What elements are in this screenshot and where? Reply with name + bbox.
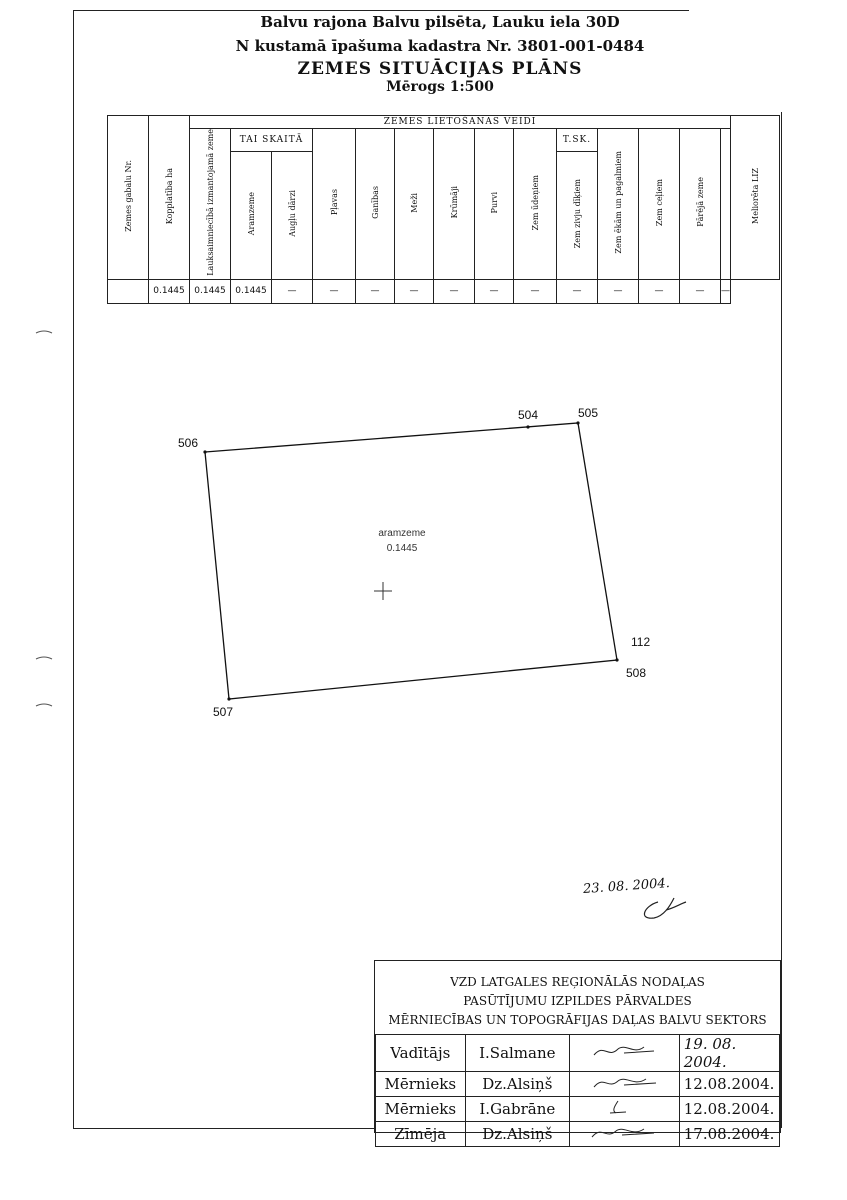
- handwritten-date: 23. 08. 2004.: [582, 875, 671, 898]
- table-cell: —: [639, 279, 680, 303]
- name-cell: I.Gabrāne: [465, 1097, 570, 1122]
- col-header-pastures: Ganības: [356, 129, 395, 280]
- signature-cell: [570, 1122, 680, 1147]
- table-cell: —: [272, 279, 313, 303]
- col-header-meliorated: Meliorēta LIZ: [731, 116, 780, 280]
- name-cell: I.Salmane: [465, 1035, 570, 1072]
- date-cell: 19. 08. 2004.: [679, 1035, 779, 1072]
- signature-cell: [570, 1072, 680, 1097]
- table-cell: 0.1445: [190, 279, 231, 303]
- date-cell: 12.08.2004.: [679, 1097, 779, 1122]
- point-label-508: 508: [626, 666, 647, 680]
- role-cell: Vadītājs: [376, 1035, 466, 1072]
- name-cell: Dz.Alsiņš: [465, 1122, 570, 1147]
- table-cell: —: [313, 279, 356, 303]
- col-header-parcel: Zemes gabalu Nr.: [108, 116, 149, 280]
- table-cell: —: [721, 279, 731, 303]
- boundary-point-507: [227, 697, 230, 700]
- signature-row: [376, 1097, 780, 1122]
- parcel-boundary: [205, 423, 617, 699]
- point-label-506: 506: [178, 436, 199, 450]
- address-line: Balvu rajona Balvu pilsēta, Lauku iela 30D: [260, 13, 620, 31]
- boundary-point-508: [615, 658, 618, 661]
- signature-cell: [570, 1097, 680, 1122]
- table-cell: 0.1445: [231, 279, 272, 303]
- col-header-shrubs: Krūmāji: [434, 129, 475, 280]
- stamp-org-line3: MĒRNIECĪBAS UN TOPOGRĀFIJAS DAĻAS BALVU SEKTORS: [388, 1013, 767, 1027]
- margin-mark: [36, 704, 52, 706]
- approval-stamp: [374, 960, 781, 1143]
- stamp-org-line1: VZD LATGALES REĢIONĀLĀS NODAĻAS: [450, 975, 705, 989]
- table-cell: 0.1445: [149, 279, 190, 303]
- signature-cell: [570, 1035, 680, 1072]
- role-cell: Mērnieks: [376, 1072, 466, 1097]
- col-header-total: Kopplatība ha: [149, 116, 190, 280]
- col-header-other: Pārējā zeme: [680, 129, 721, 280]
- table-cell: —: [514, 279, 557, 303]
- col-header-orchards: Augļu dārzi: [272, 151, 313, 279]
- role-cell: Zīmēja: [376, 1122, 466, 1147]
- date-cell: 12.08.2004.: [679, 1072, 779, 1097]
- point-label-504: 504: [518, 408, 539, 422]
- signature-table: [375, 1034, 780, 1147]
- handwritten-signature: [634, 894, 694, 926]
- boundary-point-506: [203, 450, 206, 453]
- role-cell: Mērnieks: [376, 1097, 466, 1122]
- group-header-land-use: ZEMES LIETOŠANAS VEIDI: [190, 116, 731, 129]
- col-header-swamps: Purvi: [475, 129, 514, 280]
- signature-row: [376, 1072, 780, 1097]
- col-header-arable: Aramzeme: [231, 151, 272, 279]
- table-cell: —: [434, 279, 475, 303]
- subgroup-header-tsk: T.SK.: [557, 129, 598, 152]
- boundary-point-505: [576, 421, 579, 424]
- subgroup-header-incl: TAI SKAITĀ: [231, 129, 313, 152]
- scale-label: Mērogs 1:500: [386, 79, 494, 95]
- col-header-water: Zem ūdeņiem: [514, 129, 557, 280]
- col-header-buildings: Zem ēkām un pagalmiem: [598, 129, 639, 280]
- col-header-roads: Zem ceļiem: [639, 129, 680, 280]
- col-header-agricultural: Lauksaimniecībā izmantojamā zeme: [190, 129, 231, 280]
- name-cell: Dz.Alsiņš: [465, 1072, 570, 1097]
- parcel-area-label: 0.1445: [386, 543, 418, 554]
- parcel-landuse-label: aramzeme: [378, 528, 426, 539]
- stamp-org-line2: PASŪTĪJUMU IZPILDES PĀRVALDES: [463, 994, 692, 1008]
- table-cell: —: [356, 279, 395, 303]
- point-label-507: 507: [213, 705, 234, 719]
- margin-mark: [36, 331, 52, 333]
- col-header-forests: Meži: [395, 129, 434, 280]
- boundary-point-504: [526, 425, 529, 428]
- col-header-fishponds: Zem zivju dīķiem: [557, 151, 598, 279]
- point-label-505: 505: [578, 406, 599, 420]
- date-cell: 17.08.2004.: [679, 1122, 779, 1147]
- point-label-112: 112: [631, 635, 651, 649]
- cadastre-number-line: N kustamā īpašuma kadastra Nr. 3801-001-0484: [235, 37, 645, 55]
- table-cell: —: [475, 279, 514, 303]
- table-cell: —: [680, 279, 721, 303]
- signature-row: [376, 1035, 780, 1072]
- col-header-meadows: Pļavas: [313, 129, 356, 280]
- margin-mark: [36, 657, 52, 659]
- document-title: ZEMES SITUĀCIJAS PLĀNS: [297, 59, 583, 79]
- table-cell: —: [395, 279, 434, 303]
- table-cell: —: [557, 279, 598, 303]
- table-cell: —: [598, 279, 639, 303]
- signature-row: [376, 1122, 780, 1147]
